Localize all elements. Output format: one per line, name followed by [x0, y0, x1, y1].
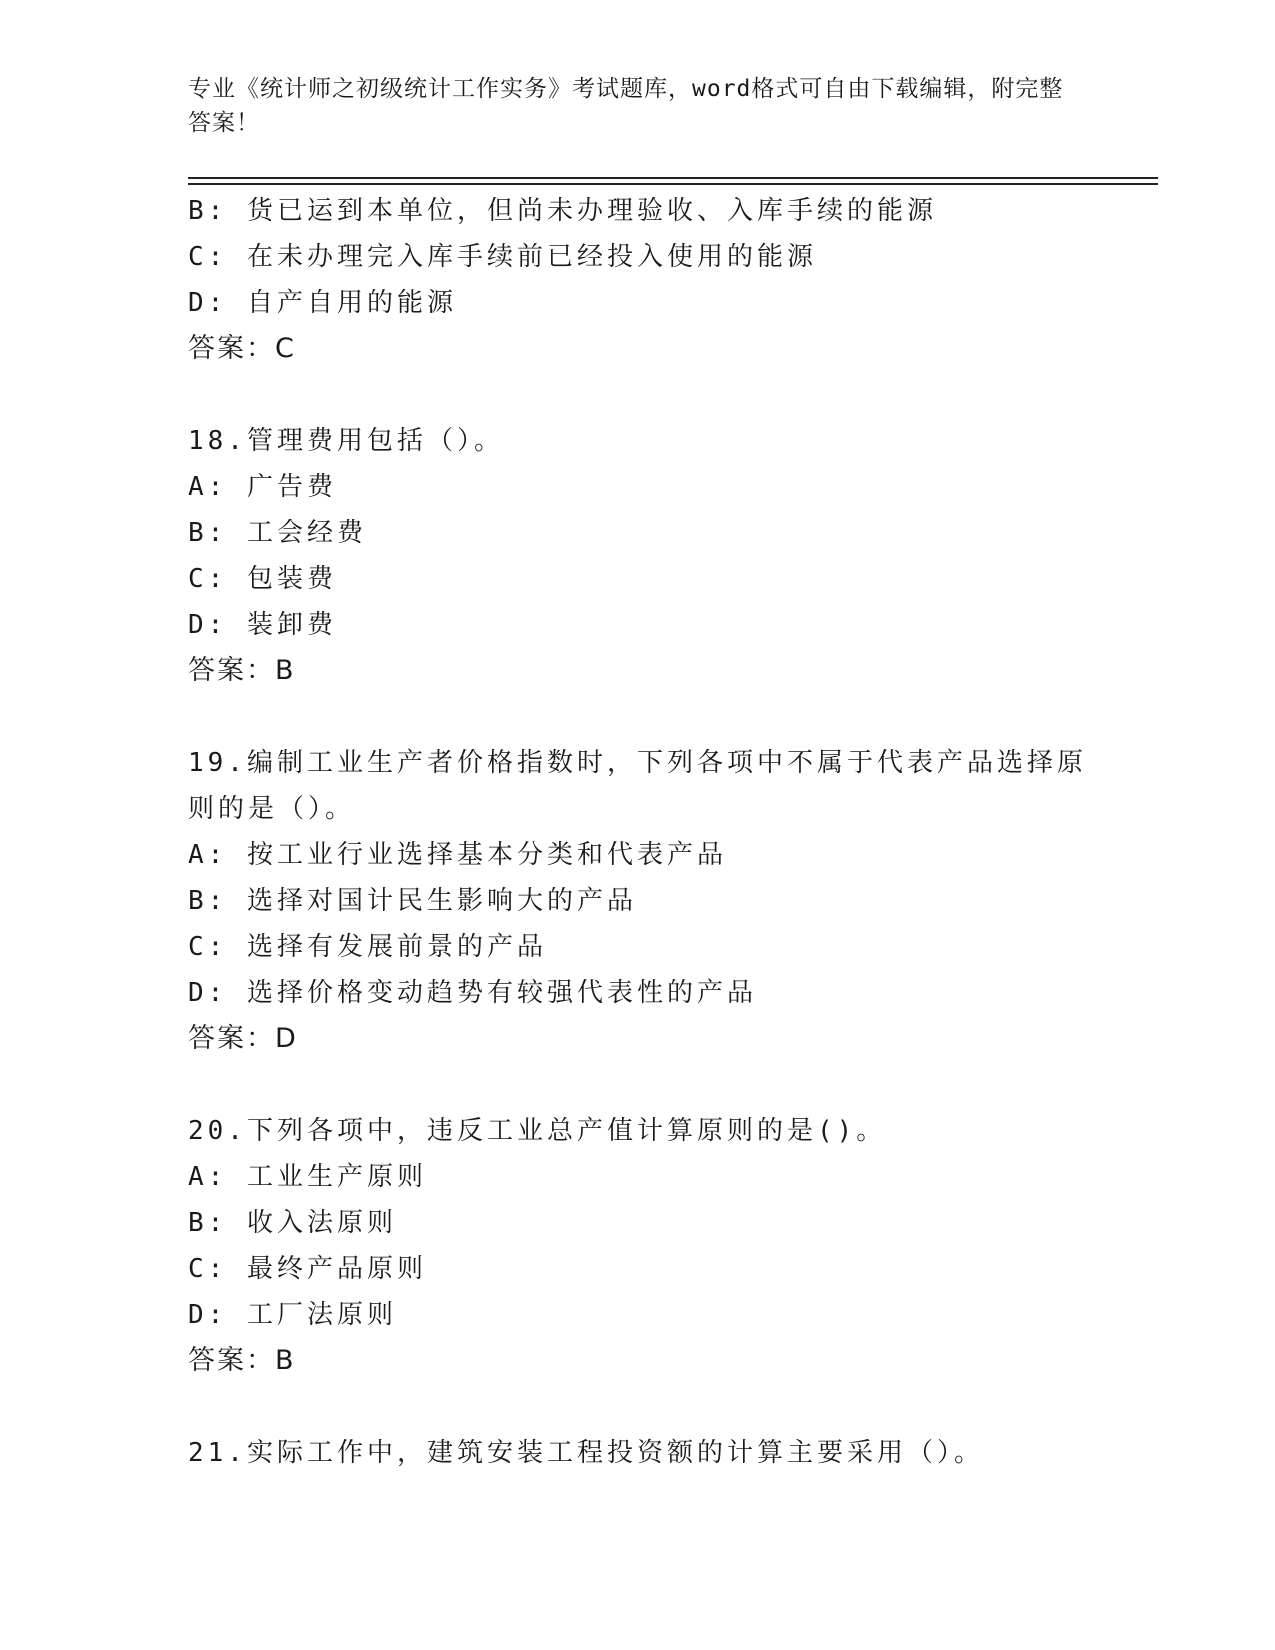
question-17-continued [188, 188, 1088, 372]
question-list [188, 188, 1088, 1476]
question-stem: 20.下列各项中，违反工业总产值计算原则的是()。 [188, 1116, 887, 1146]
option-d: D: 选择价格变动趋势有较强代表性的产品 [188, 978, 757, 1008]
question-18 [188, 418, 1088, 694]
option-b: B: 选择对国计民生影响大的产品 [188, 886, 637, 916]
option-d: D: 自产自用的能源 [188, 288, 457, 318]
option-a: A: 按工业行业选择基本分类和代表产品 [188, 840, 727, 870]
answer-line: 答案：C [188, 333, 296, 364]
option-d: D: 工厂法原则 [188, 1300, 397, 1330]
option-c: C: 选择有发展前景的产品 [188, 932, 547, 962]
answer-line: 答案：D [188, 1023, 298, 1054]
option-c: C: 包装费 [188, 564, 337, 594]
option-c: C: 在未办理完入库手续前已经投入使用的能源 [188, 242, 817, 272]
option-b: B: 收入法原则 [188, 1208, 397, 1238]
answer-line: 答案：B [188, 655, 296, 686]
option-b: B: 工会经费 [188, 518, 367, 548]
question-19 [188, 740, 1088, 1062]
header-divider-top [188, 177, 1158, 179]
option-a: A: 工业生产原则 [188, 1162, 427, 1192]
answer-line: 答案：B [188, 1345, 296, 1376]
option-d: D: 装卸费 [188, 610, 337, 640]
document-header: 专业《统计师之初级统计工作实务》考试题库，word格式可自由下载编辑，附完整答案！ [188, 76, 1064, 136]
question-21 [188, 1430, 1088, 1476]
header-divider-bottom [188, 183, 1158, 185]
option-c: C: 最终产品原则 [188, 1254, 427, 1284]
question-20 [188, 1108, 1088, 1384]
option-b: B: 货已运到本单位，但尚未办理验收、入库手续的能源 [188, 196, 937, 226]
question-stem: 19.编制工业生产者价格指数时，下列各项中不属于代表产品选择原则的是（）。 [188, 748, 1087, 824]
question-stem: 18.管理费用包括（）。 [188, 426, 504, 456]
question-stem: 21.实际工作中，建筑安装工程投资额的计算主要采用（）。 [188, 1438, 984, 1468]
option-a: A: 广告费 [188, 472, 337, 502]
